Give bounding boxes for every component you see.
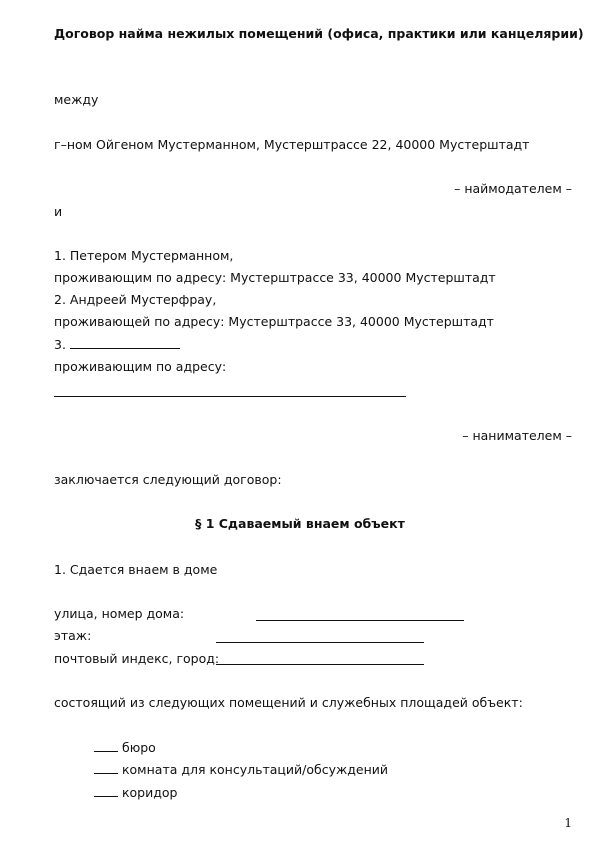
street-label: улица, номер дома: [54,606,185,621]
tenant-3-name-line [54,337,180,353]
room-checkbox-blank [94,740,118,752]
tenant-2-name: 2. Андреей Мустерфрау, [54,292,217,307]
room-item-corridor [94,785,177,801]
tenant-1-address: проживающим по адресу: Мустерштрассе 33, 40000 Мустерштадт [54,270,496,285]
tenant-1-name: 1. Петером Мустерманном, [54,248,234,263]
room-label: бюро [121,740,156,755]
tenant-role: – нанимателем – [462,428,572,443]
tenant-3-number: 3. [54,337,66,352]
postal-city-label: почтовый индекс, город: [54,651,220,666]
tenant-2-address: проживающей по адресу: Мустерштрассе 33, 40000 Мустерштадт [54,314,494,329]
street-blank [256,620,464,621]
tenant-3-name-blank [70,337,180,349]
room-item-bureau [94,740,156,756]
landlord-line: г–ном Ойгеном Мустерманном, Мустерштрассе 22, 40000 Мустерштадт [54,137,530,152]
floor-blank [216,642,424,643]
room-label: комната для консультаций/обсуждений [121,762,389,777]
tenant-3-address-blank [54,396,406,397]
landlord-role: – наймодателем – [454,181,572,196]
tenant-3-address: проживающим по адресу: [54,359,227,374]
postal-city-blank [216,664,424,665]
between-text: между [54,92,99,107]
room-checkbox-blank [94,785,118,797]
conclusion-text: заключается следующий договор: [54,472,282,487]
document-title: Договор найма нежилых помещений (офиса, практики или канцелярии) [54,26,584,41]
clause-1: 1. Сдается внаем в доме [54,562,218,577]
room-label: коридор [121,785,178,800]
consisting-of-text: состоящий из следующих помещений и служебных площадей объект: [54,695,523,710]
room-item-consultation [94,762,388,778]
section-title: § 1 Сдаваемый внаем объект [195,516,405,531]
and-text: и [54,204,63,219]
floor-label: этаж: [54,628,92,643]
page-number: 1 [564,816,572,830]
room-checkbox-blank [94,762,118,774]
